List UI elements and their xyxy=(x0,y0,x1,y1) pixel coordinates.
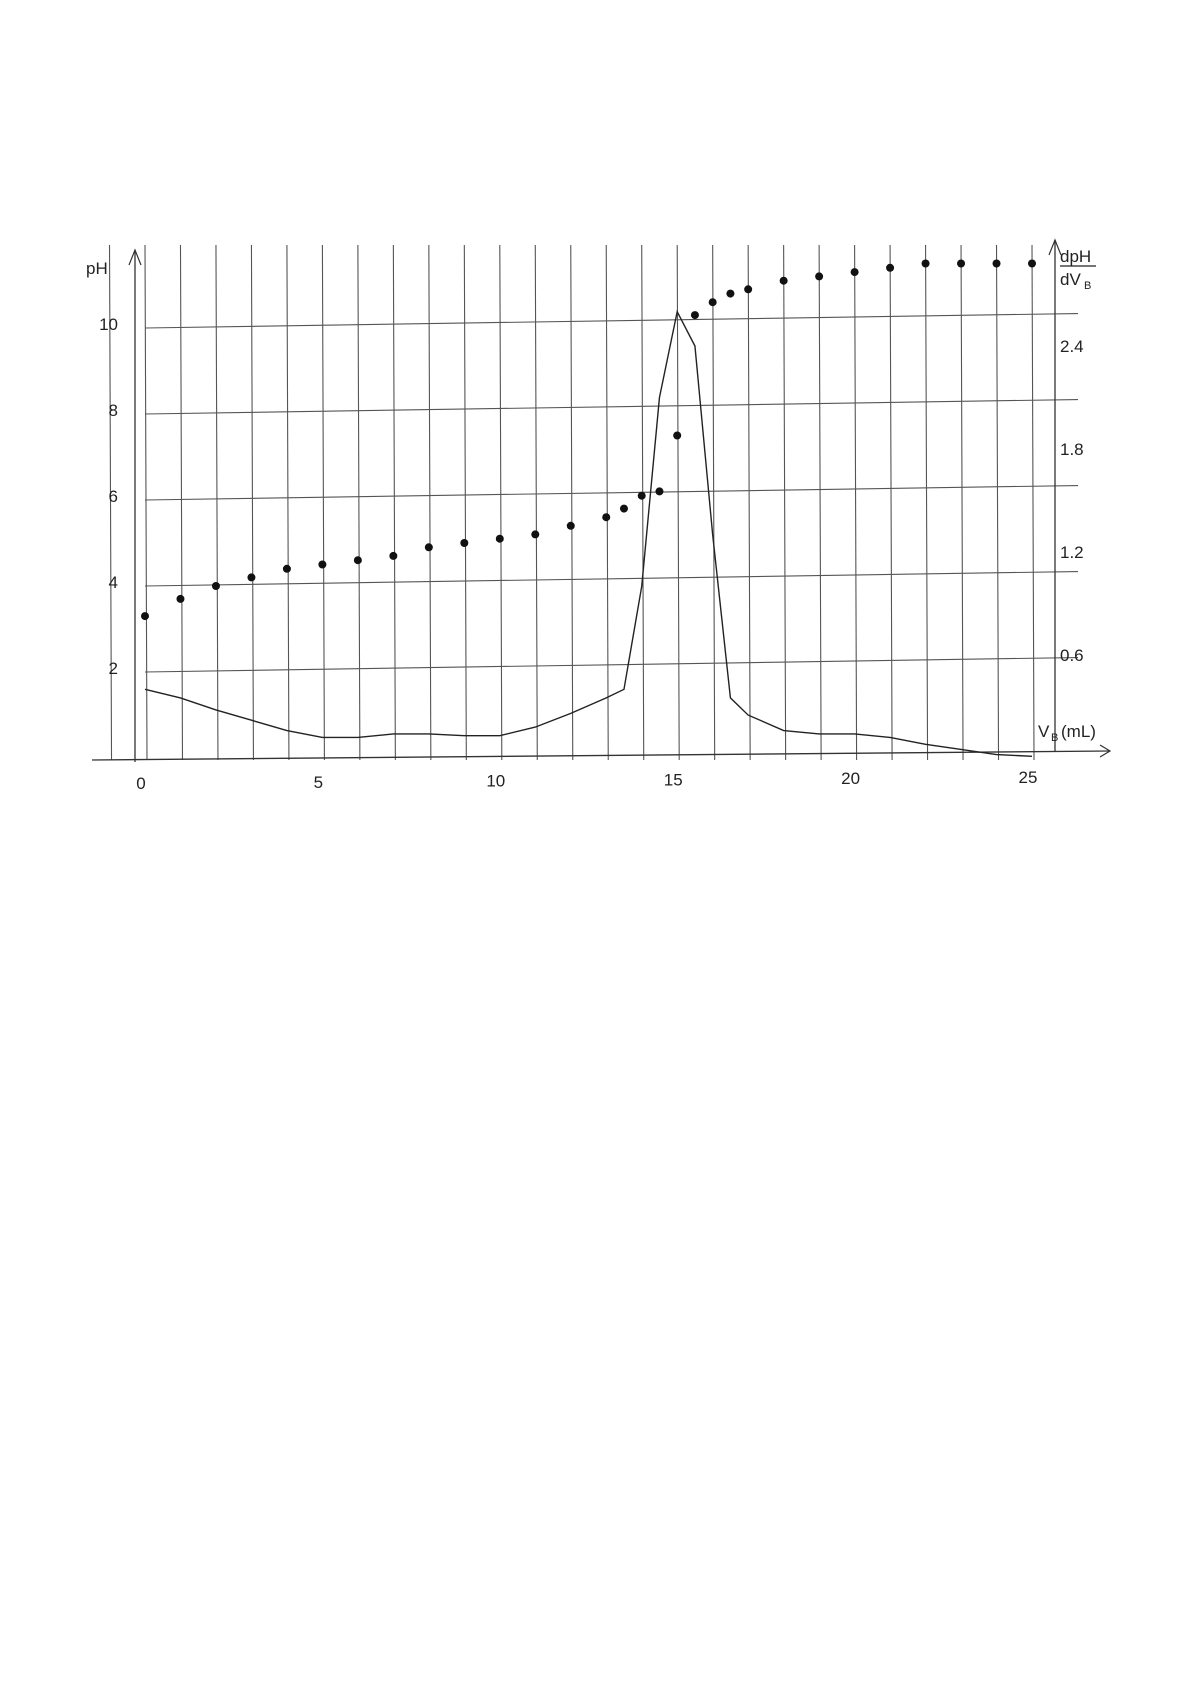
left-y-tick-label: 8 xyxy=(108,401,118,420)
ph-data-point xyxy=(425,543,433,551)
vertical-gridline xyxy=(464,245,466,760)
ph-data-point xyxy=(389,552,397,560)
vertical-gridline xyxy=(748,245,750,760)
horizontal-gridline xyxy=(145,572,1078,586)
vertical-gridline xyxy=(890,245,892,760)
axes xyxy=(92,240,1110,762)
ph-data-point xyxy=(567,522,575,530)
ph-data-point xyxy=(176,595,184,603)
x-axis-title: V xyxy=(1038,722,1050,741)
ph-data-point xyxy=(726,290,734,298)
vertical-gridline xyxy=(926,245,928,760)
right-y-axis-title-denominator: dV xyxy=(1060,270,1081,289)
right-y-tick-label: 2.4 xyxy=(1060,337,1084,356)
ph-data-point xyxy=(655,487,663,495)
ph-data-point xyxy=(141,612,149,620)
x-axis-line xyxy=(92,751,1110,760)
horizontal-gridline xyxy=(145,486,1078,500)
left-y-tick-label: 6 xyxy=(108,487,118,506)
derivative-curve xyxy=(145,312,1032,757)
labels xyxy=(86,247,1096,793)
ph-data-point xyxy=(283,565,291,573)
vertical-gridline xyxy=(642,245,644,760)
vertical-gridline xyxy=(677,245,679,760)
vertical-gridline xyxy=(961,245,963,760)
vertical-gridline xyxy=(287,245,289,760)
x-tick-label: 5 xyxy=(313,772,324,792)
vertical-gridline xyxy=(713,245,715,760)
ph-data-point xyxy=(815,272,823,280)
vertical-gridline xyxy=(784,245,786,760)
ph-data-point xyxy=(620,505,628,513)
x-tick-label: 20 xyxy=(841,769,861,789)
x-tick-label: 0 xyxy=(136,774,146,793)
horizontal-gridline xyxy=(145,314,1078,328)
ph-data-point xyxy=(780,277,788,285)
ph-data-point xyxy=(602,513,610,521)
ph-data-point xyxy=(496,535,504,543)
vertical-gridline xyxy=(393,245,395,760)
ph-data-point xyxy=(673,432,681,440)
left-y-tick-label: 2 xyxy=(108,659,118,678)
vertical-gridline xyxy=(251,245,253,760)
right-y-tick-label: 1.2 xyxy=(1060,543,1084,562)
horizontal-gridline xyxy=(145,400,1078,414)
vertical-gridline xyxy=(180,245,182,760)
ph-data-point xyxy=(318,561,326,569)
left-y-tick-label: 10 xyxy=(99,315,118,334)
vertical-gridline xyxy=(855,245,857,760)
ph-points-layer xyxy=(141,260,1036,621)
grid xyxy=(110,245,1078,760)
vertical-gridline xyxy=(429,245,431,760)
x-tick-label: 15 xyxy=(663,770,683,790)
ph-data-point xyxy=(709,298,717,306)
x-tick-label: 10 xyxy=(486,771,506,791)
ph-data-point xyxy=(212,582,220,590)
horizontal-gridline xyxy=(145,658,1078,672)
vertical-gridline xyxy=(1032,245,1034,760)
vertical-gridline xyxy=(358,245,360,760)
x-axis-title-subscript: B xyxy=(1051,732,1059,744)
vertical-gridline xyxy=(322,245,324,760)
derivative-curve-layer xyxy=(145,312,1032,757)
right-y-tick-label: 0.6 xyxy=(1060,646,1084,665)
ph-data-point xyxy=(638,492,646,500)
ph-data-point xyxy=(531,530,539,538)
left-y-tick-label: 4 xyxy=(108,573,118,592)
ph-data-point xyxy=(922,260,930,268)
left-y-axis-title: pH xyxy=(86,259,108,278)
vertical-gridline xyxy=(997,245,999,760)
vertical-gridline xyxy=(819,245,821,760)
ph-data-point xyxy=(691,311,699,319)
x-tick-label: 25 xyxy=(1018,768,1038,787)
right-y-axis-title-subscript: B xyxy=(1084,280,1092,292)
ph-data-point xyxy=(247,573,255,581)
vertical-gridline xyxy=(145,245,147,760)
ph-data-point xyxy=(957,260,965,268)
right-y-tick-label: 1.8 xyxy=(1060,440,1084,459)
right-y-axis-title-numerator: dpH xyxy=(1060,247,1092,266)
ph-data-point xyxy=(744,285,752,293)
vertical-gridline xyxy=(571,245,573,760)
ph-data-point xyxy=(851,268,859,276)
ph-data-point xyxy=(1028,260,1036,268)
ph-data-point xyxy=(354,556,362,564)
vertical-gridline xyxy=(606,245,608,760)
ph-data-point xyxy=(886,264,894,272)
ph-data-point xyxy=(993,260,1001,268)
vertical-gridline xyxy=(216,245,218,760)
x-axis-unit: (mL) xyxy=(1061,722,1096,741)
ph-data-point xyxy=(460,539,468,547)
